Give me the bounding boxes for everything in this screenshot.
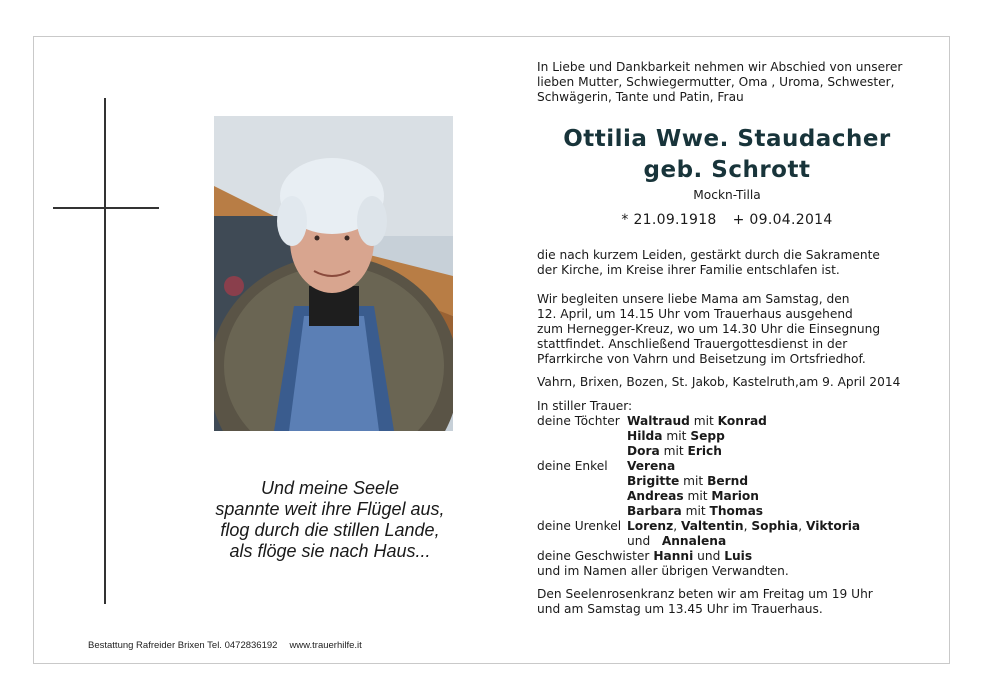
paragraph-line: stattfindet. Anschließend Trauergottesdienst in der bbox=[537, 337, 848, 351]
birth-date: * 21.09.1918 bbox=[621, 212, 717, 228]
mourner-name: Valtentin bbox=[680, 519, 744, 533]
mourner-name: Dora bbox=[627, 444, 660, 458]
death-date: + 09.04.2014 bbox=[732, 212, 833, 228]
cross-icon-bar bbox=[53, 207, 159, 209]
mourner-with: mit bbox=[663, 444, 684, 458]
rosary-line: und am Samstag um 13.45 Uhr im Trauerhaus. bbox=[537, 602, 823, 616]
mourner-name: Waltraud bbox=[627, 414, 690, 428]
paragraph-line: 12. April, um 14.15 Uhr vom Trauerhaus ausgehend bbox=[537, 307, 853, 321]
funeral-home-info: Bestattung Rafreider Brixen Tel. 0472836192 bbox=[88, 640, 278, 651]
poem-line: flog durch die stillen Lande, bbox=[220, 520, 440, 540]
poem bbox=[180, 478, 480, 562]
mourners-closing: und im Namen aller übrigen Verwandten. bbox=[537, 564, 789, 578]
death-paragraph bbox=[537, 248, 880, 278]
mourner-and: und bbox=[627, 534, 651, 548]
paragraph-line: die nach kurzem Leiden, gestärkt durch die Sakramente bbox=[537, 248, 880, 262]
mourner-partner: Thomas bbox=[709, 504, 764, 518]
maiden-name: geb. Schrott bbox=[643, 157, 811, 183]
great-grandchildren-label: deine Urenkel bbox=[537, 519, 622, 533]
paragraph-line: zum Hernegger-Kreuz, wo um 14.30 Uhr die Einsegnung bbox=[537, 322, 881, 336]
mourner-name: Brigitte bbox=[627, 474, 680, 488]
mourner-with: mit bbox=[693, 414, 714, 428]
mourner-partner: Bernd bbox=[707, 474, 749, 488]
mourner-name: Barbara bbox=[627, 504, 682, 518]
mourner-with: mit bbox=[683, 474, 704, 488]
mourner-name: Verena bbox=[627, 459, 676, 473]
siblings-label: deine Geschwister bbox=[537, 549, 650, 563]
mourner-partner: Konrad bbox=[717, 414, 767, 428]
deceased-name: Ottilia Wwe. Staudacher bbox=[563, 126, 891, 152]
cross-icon bbox=[104, 98, 106, 604]
intro-line: lieben Mutter, Schwiegermutter, Oma , Uroma, Schwester, bbox=[537, 75, 895, 89]
mourner-name: Hilda bbox=[627, 429, 663, 443]
mourner-name: Annalena bbox=[661, 534, 727, 548]
footer bbox=[88, 640, 362, 651]
nickname: Mockn-Tilla bbox=[693, 188, 761, 202]
rosary-line: Den Seelenrosenkranz beten wir am Freitag um 19 Uhr bbox=[537, 587, 873, 601]
rosary-notice bbox=[537, 587, 873, 617]
website-link[interactable]: www.trauerhilfe.it bbox=[289, 640, 362, 651]
daughters-label: deine Töchter bbox=[537, 414, 620, 428]
mourner-partner: Marion bbox=[711, 489, 759, 503]
mourner-with: mit bbox=[687, 489, 708, 503]
paragraph-line: Wir begleiten unsere liebe Mama am Samstag, den bbox=[537, 292, 850, 306]
grandchildren-label: deine Enkel bbox=[537, 459, 608, 473]
mourner-with: mit bbox=[685, 504, 706, 518]
poem-line: Und meine Seele bbox=[260, 478, 400, 498]
mourners-heading: In stiller Trauer: bbox=[537, 399, 633, 413]
mourner-name: Lorenz bbox=[627, 519, 674, 533]
mourner-name: Hanni bbox=[653, 549, 694, 563]
mourner-name: Luis bbox=[724, 549, 753, 563]
intro-text bbox=[537, 60, 902, 105]
mourner-and: und bbox=[697, 549, 721, 563]
funeral-paragraph bbox=[537, 292, 880, 367]
poem-line: spannte weit ihre Flügel aus, bbox=[215, 499, 445, 519]
mourner-name: Sophia bbox=[751, 519, 799, 533]
paragraph-line: Pfarrkirche von Vahrn und Beisetzung im Ortsfriedhof. bbox=[537, 352, 866, 366]
mourner-with: mit bbox=[666, 429, 687, 443]
life-dates bbox=[537, 212, 917, 228]
paragraph-line: der Kirche, im Kreise ihrer Familie entschlafen ist. bbox=[537, 263, 840, 277]
place-date: Vahrn, Brixen, Bozen, St. Jakob, Kastelruth,am 9. April 2014 bbox=[537, 375, 901, 389]
mourner-partner: Sepp bbox=[690, 429, 725, 443]
intro-line: In Liebe und Dankbarkeit nehmen wir Abschied von unserer bbox=[537, 60, 903, 74]
intro-line: Schwägerin, Tante und Patin, Frau bbox=[537, 90, 744, 104]
mourner-name: Viktoria bbox=[806, 519, 861, 533]
mourner-partner: Erich bbox=[687, 444, 722, 458]
portrait-photo bbox=[214, 116, 453, 431]
mourner-name: Andreas bbox=[627, 489, 684, 503]
poem-line: als flöge sie nach Haus... bbox=[229, 541, 431, 561]
